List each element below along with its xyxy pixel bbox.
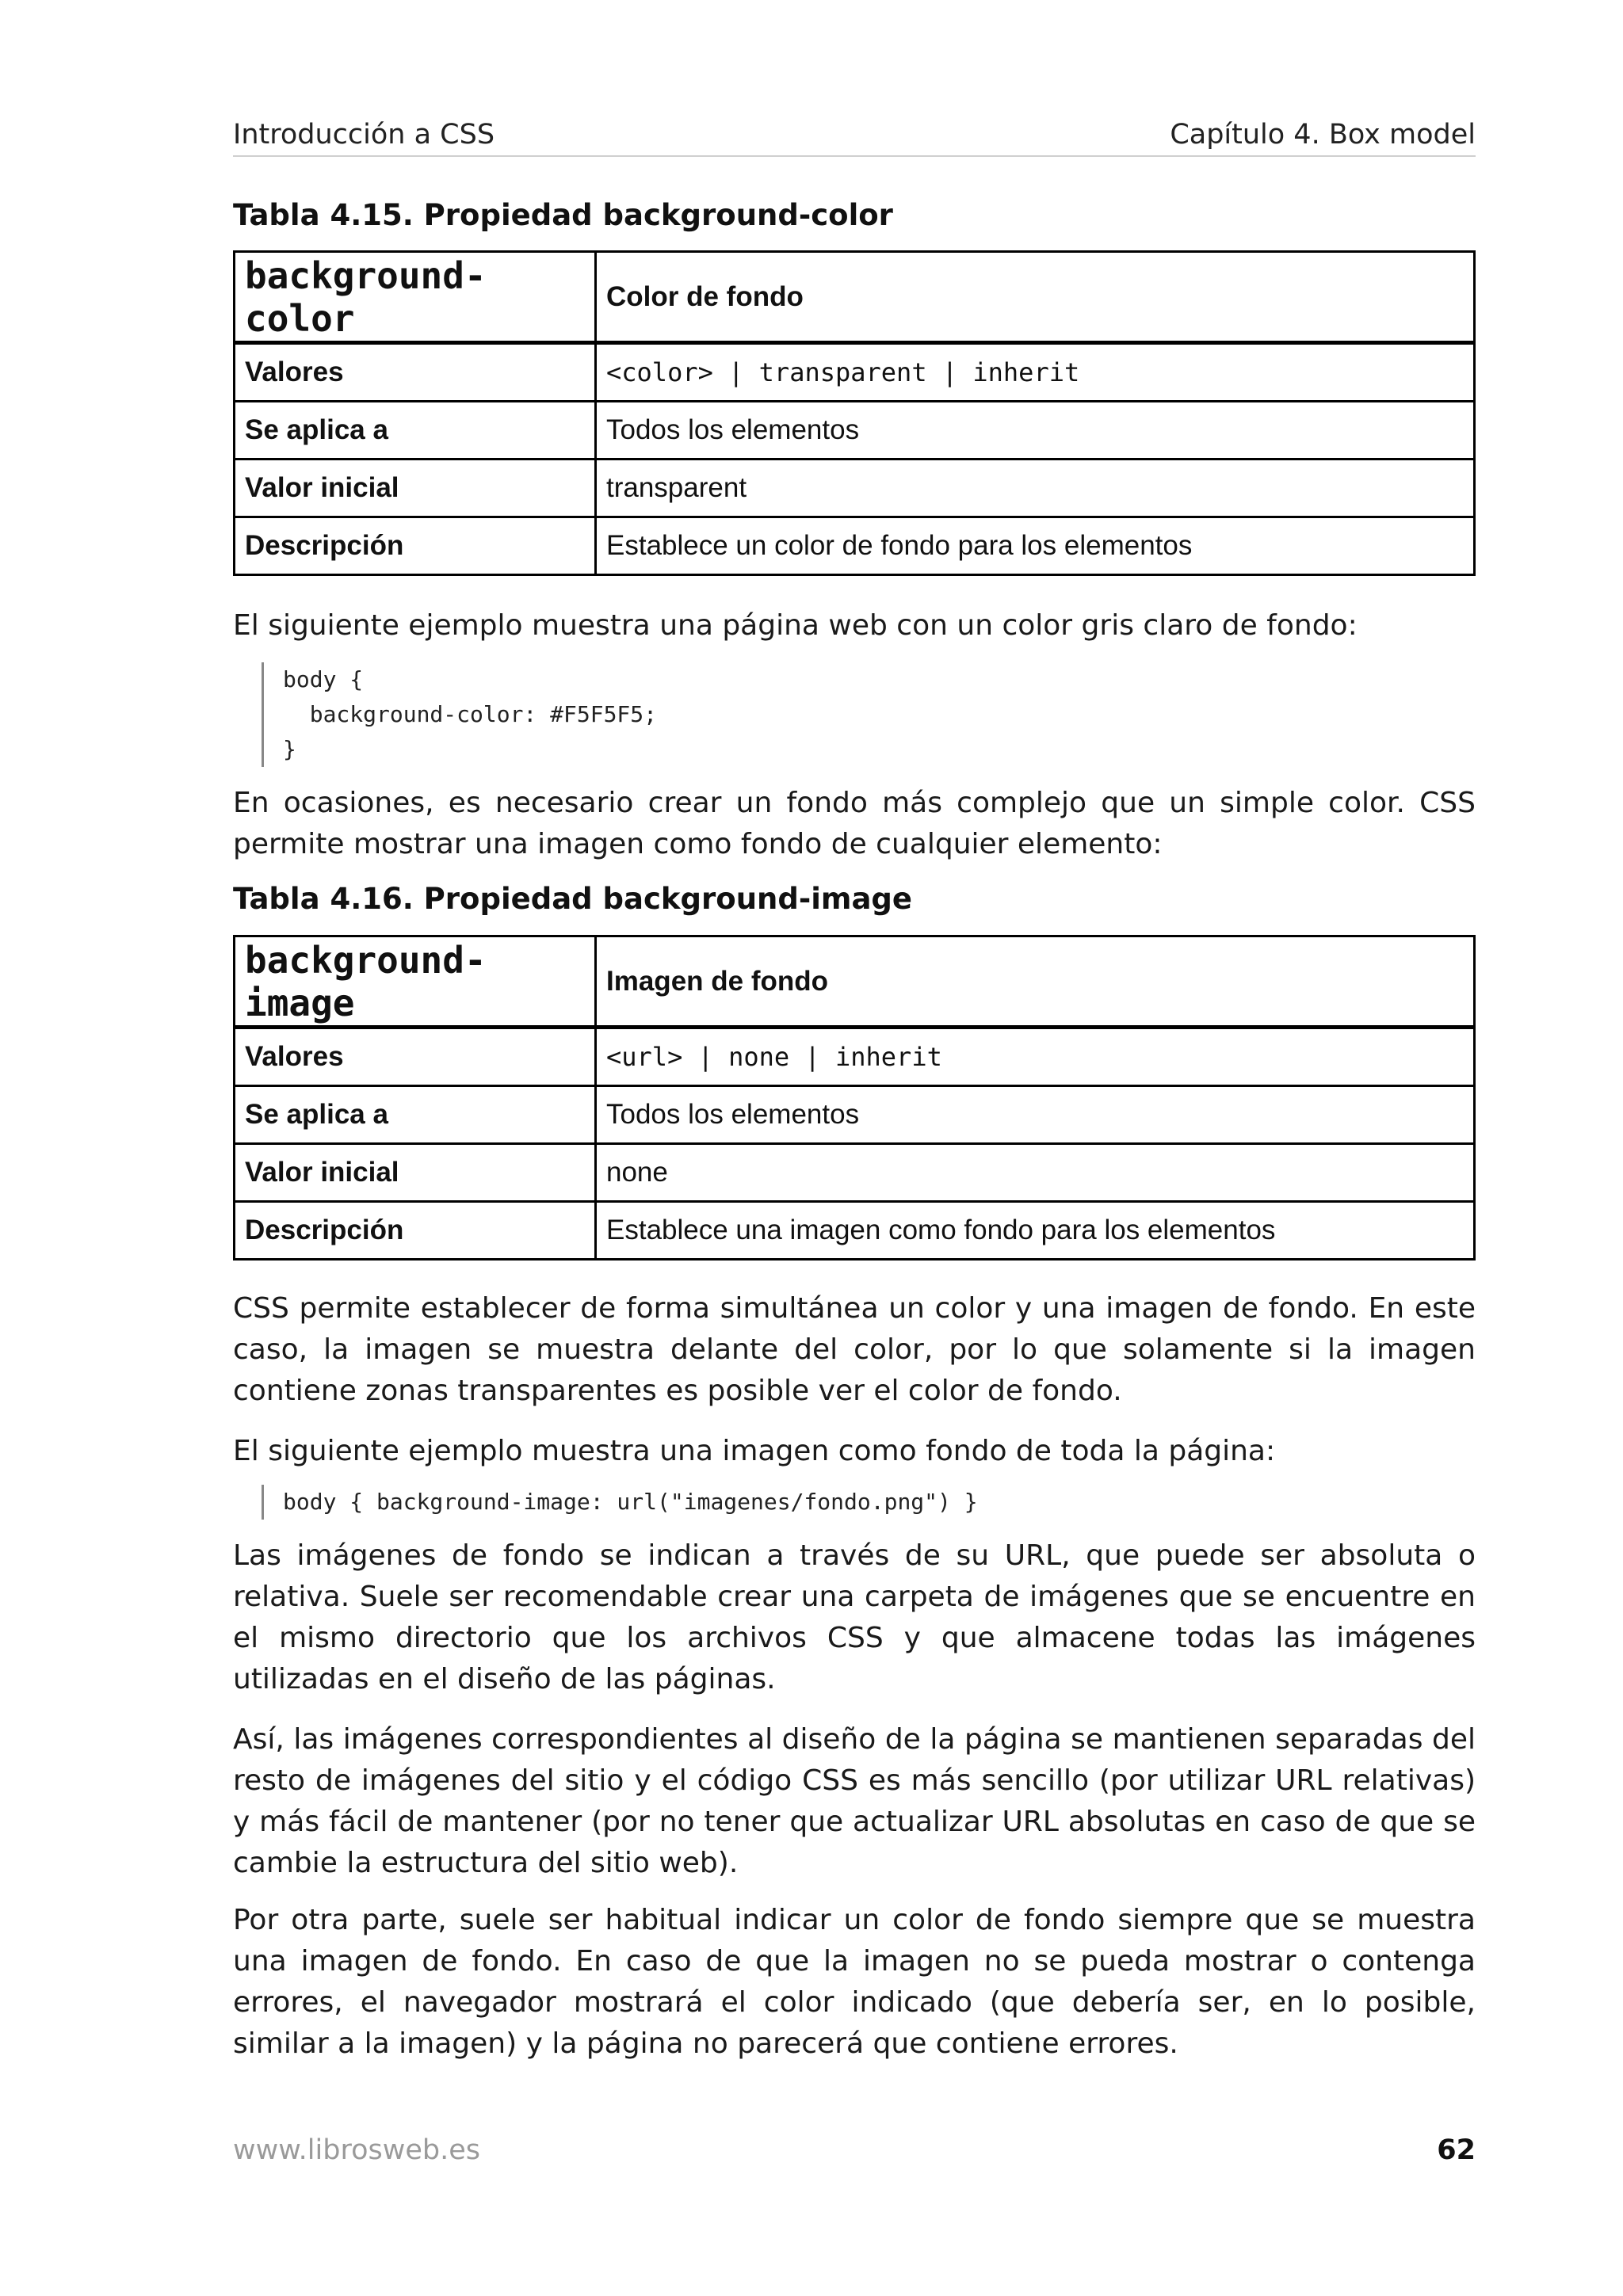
paragraph: Así, las imágenes correspondientes al diseño de la página se mantienen separadas del resto de imágenes del sitio y el código CSS es más sencillo (por utilizar URL relativas) y más fácil de mantener (por no tener que actualizar URL absolutas en caso de que se cambie la estructura del sitio web).: [233, 1723, 1476, 1879]
row-label: Descripción: [235, 1202, 596, 1260]
paragraph: CSS permite establecer de forma simultánea un color y una imagen de fondo. En este caso, la imagen se muestra delante del color, por lo que solamente si la imagen contiene zonas transparentes es posible ver el color de fondo.: [233, 1292, 1476, 1407]
row-label: Se aplica a: [235, 402, 596, 460]
row-label: Descripción: [235, 517, 596, 575]
paragraph: Por otra parte, suele ser habitual indicar un color de fondo siempre que se muestra una imagen de fondo. En caso de que la imagen no se pueda mostrar o contenga errores, el navegador mostrará el color indicado (que debería ser, en lo posible, similar a la imagen) y la página no parecerá que contiene errores.: [233, 1904, 1476, 2060]
property-short-description: Color de fondo: [596, 252, 1475, 343]
table-header-row: [235, 252, 1475, 343]
table-row: [235, 1144, 1475, 1202]
row-value: transparent: [596, 460, 1475, 517]
row-label: Valor inicial: [235, 1144, 596, 1202]
property-table-background-image: [233, 935, 1476, 1261]
table-row: [235, 460, 1475, 517]
property-short-description: Imagen de fondo: [596, 936, 1475, 1028]
table-header-row: [235, 936, 1475, 1028]
row-value: Establece una imagen como fondo para los elementos: [596, 1202, 1475, 1260]
row-value: Establece un color de fondo para los elementos: [596, 517, 1475, 575]
footer-website: www.librosweb.es: [233, 2134, 480, 2166]
table-row: [235, 343, 1475, 402]
row-value: Todos los elementos: [596, 402, 1475, 460]
row-value: <color> | transparent | inherit: [596, 343, 1475, 402]
code-block: body { background-image: url("imagenes/fondo.png") }: [262, 1485, 978, 1520]
paragraph: El siguiente ejemplo muestra una imagen como fondo de toda la página:: [233, 1435, 1276, 1467]
row-value: Todos los elementos: [596, 1086, 1475, 1144]
header-book-title: Introducción a CSS: [233, 119, 495, 151]
row-label: Valores: [235, 1028, 596, 1086]
running-header: [233, 119, 1476, 151]
header-chapter-title: Capítulo 4. Box model: [1170, 119, 1476, 151]
row-value: <url> | none | inherit: [596, 1028, 1475, 1086]
row-label: Valor inicial: [235, 460, 596, 517]
table-row: [235, 1028, 1475, 1086]
table-row: [235, 1202, 1475, 1260]
table-caption: Tabla 4.15. Propiedad background-color: [233, 198, 893, 232]
row-value: none: [596, 1144, 1475, 1202]
table-row: [235, 517, 1475, 575]
property-name: background-image: [235, 936, 596, 1028]
page-number: 62: [1437, 2134, 1476, 2166]
paragraph: El siguiente ejemplo muestra una página web con un color gris claro de fondo:: [233, 609, 1358, 642]
property-table-background-color: [233, 250, 1476, 576]
paragraph: En ocasiones, es necesario crear un fondo más complejo que un simple color. CSS permite mostrar una imagen como fondo de cualquier elemento:: [233, 787, 1476, 860]
table-row: [235, 1086, 1475, 1144]
table-row: [235, 402, 1475, 460]
table-caption: Tabla 4.16. Propiedad background-image: [233, 882, 912, 916]
code-block: body { background-color: #F5F5F5; }: [262, 662, 657, 767]
property-name: background-color: [235, 252, 596, 343]
row-label: Se aplica a: [235, 1086, 596, 1144]
header-rule: [233, 155, 1476, 157]
row-label: Valores: [235, 343, 596, 402]
paragraph: Las imágenes de fondo se indican a través de su URL, que puede ser absoluta o relativa. Suele ser recomendable crear una carpeta de imágenes que se encuentre en el mismo directorio que los archivos CSS y que almacene todas las imágenes utilizadas en el diseño de las páginas.: [233, 1539, 1476, 1695]
